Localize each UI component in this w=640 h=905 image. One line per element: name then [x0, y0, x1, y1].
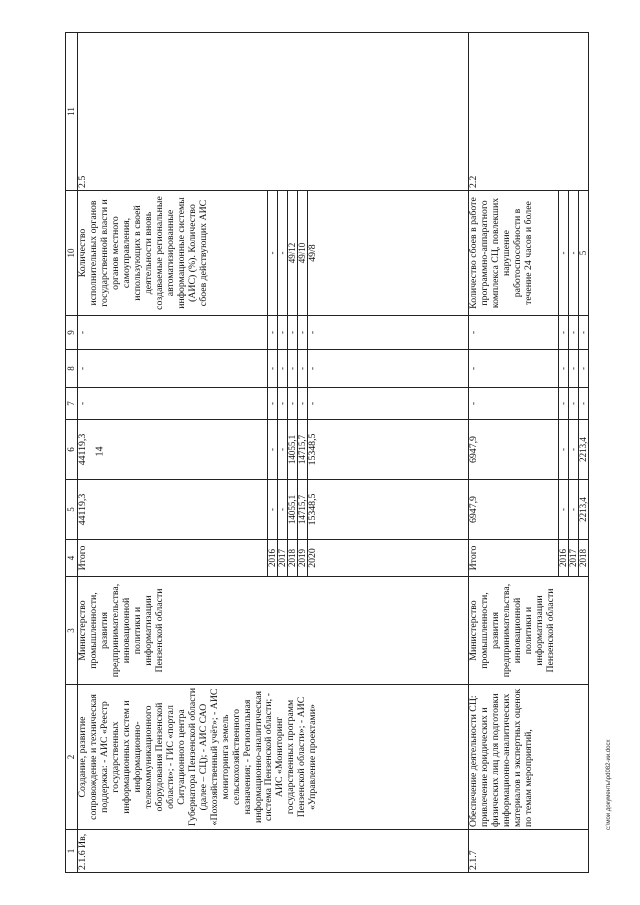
- indicator-cell: Количество исполнительных органов государственной власти и органов местного самоуправления, использующих в своей деятельности вновь создаваемые региональные автоматизированные информационные системы (АИС) (%). Количество сбоев действующих АИС: [78, 191, 268, 316]
- year-cell: 2017: [569, 540, 579, 577]
- value-cell: 6947,9: [469, 420, 559, 480]
- ref-cell: 2.5: [78, 33, 469, 191]
- item-number: 2.1.6 Ив,: [78, 830, 469, 873]
- value-cell: -: [559, 191, 569, 316]
- value-cell: -: [288, 350, 298, 388]
- header-cell: 4: [66, 540, 78, 577]
- value-cell: -: [569, 480, 579, 540]
- value-cell: -: [569, 388, 579, 420]
- value-cell: -: [268, 350, 278, 388]
- value-cell: -: [268, 316, 278, 350]
- header-cell: 5: [66, 480, 78, 540]
- item-executor: Министерство промышленности, развития предпринимательства, инновационной политики и информатизации Пензенской области: [78, 577, 469, 685]
- indicator-cell: Количество сбоев в работе программно-аппаратного комплекса СЦ, повлекших нарушение работоспособности в течение 24 часов и более: [469, 191, 559, 316]
- header-cell: 2: [66, 685, 78, 830]
- value-cell: -: [278, 191, 288, 316]
- value-cell: -: [559, 316, 569, 350]
- value-cell: 5: [579, 191, 589, 316]
- value-cell: -: [268, 388, 278, 420]
- value-cell: 44119,3: [78, 420, 268, 480]
- item-executor: Министерство промышленности, развития предпринимательства, инновационной политики и информатизации Пензенской области: [469, 577, 589, 685]
- value-cell: -: [278, 480, 288, 540]
- year-cell: 2018: [579, 540, 589, 577]
- value-cell: -: [298, 350, 308, 388]
- value-cell: 44119,3: [78, 480, 268, 540]
- value-cell: 14715,7: [298, 480, 308, 540]
- value-cell: 14055,1: [288, 480, 298, 540]
- file-path-footer: с:\мои документы\pd082-ии.docx: [606, 739, 612, 830]
- value-cell: -: [278, 316, 288, 350]
- value-cell: -: [78, 388, 268, 420]
- value-cell: -: [78, 316, 268, 350]
- year-cell: 2017: [278, 540, 288, 577]
- value-cell: -: [78, 350, 268, 388]
- value-cell: -: [559, 350, 569, 388]
- value-cell: -: [298, 388, 308, 420]
- value-cell: -: [569, 350, 579, 388]
- value-cell: 2213,4: [579, 480, 589, 540]
- value-cell: -: [308, 316, 469, 350]
- value-cell: 49/12: [288, 191, 298, 316]
- header-cell: 3: [66, 577, 78, 685]
- budget-table: [65, 32, 589, 873]
- page-number: 14: [94, 446, 106, 457]
- value-cell: 49/10: [298, 191, 308, 316]
- value-cell: -: [469, 316, 559, 350]
- item-description: Создание, развитие сопровождение и техническая поддержка: - АИС «Реестр государственных информационных систем и информационно-телекоммуникационного оборудования Пензенской области»; - ГИС «портал Ситуационного центра Губернатора Пензенской области (далее – СЦ); - АИС САО «Похозяйственный учёт»; - АИС мониторинга земель сельскохозяйственного назначения; - Региональная информационно-аналитическая система Пензенской области; - АИС «Мониторинг государственных программ Пензенской области»; - АИС «Управление проектами»: [78, 685, 469, 830]
- total-label: Итого: [469, 540, 559, 577]
- year-cell: 2018: [288, 540, 298, 577]
- value-cell: 49/8: [308, 191, 469, 316]
- value-cell: 14715,7: [298, 420, 308, 480]
- header-cell: 1: [66, 830, 78, 873]
- value-cell: 15348,5: [308, 480, 469, 540]
- year-cell: 2016: [268, 540, 278, 577]
- value-cell: -: [569, 420, 579, 480]
- table-row: [78, 33, 268, 873]
- value-cell: -: [469, 350, 559, 388]
- table-row: [469, 33, 559, 873]
- total-label: Итого: [78, 540, 268, 577]
- value-cell: -: [288, 316, 298, 350]
- value-cell: -: [469, 388, 559, 420]
- header-cell: 6: [66, 420, 78, 480]
- year-cell: 2016: [559, 540, 569, 577]
- value-cell: -: [268, 191, 278, 316]
- value-cell: -: [278, 388, 288, 420]
- header-cell: 11: [66, 33, 78, 191]
- table-container: [65, 33, 615, 873]
- value-cell: -: [268, 480, 278, 540]
- value-cell: 6947,9: [469, 480, 559, 540]
- value-cell: -: [559, 420, 569, 480]
- value-cell: -: [569, 316, 579, 350]
- year-cell: 2020: [308, 540, 469, 577]
- value-cell: -: [559, 480, 569, 540]
- year-cell: 2019: [298, 540, 308, 577]
- header-cell: 8: [66, 350, 78, 388]
- value-cell: 15348,5: [308, 420, 469, 480]
- header-cell: 7: [66, 388, 78, 420]
- value-cell: -: [579, 316, 589, 350]
- value-cell: -: [268, 420, 278, 480]
- value-cell: -: [278, 420, 288, 480]
- value-cell: -: [579, 388, 589, 420]
- value-cell: 14055,1: [288, 420, 298, 480]
- value-cell: -: [559, 388, 569, 420]
- item-number: 2.1.7: [469, 830, 589, 873]
- value-cell: -: [308, 350, 469, 388]
- item-description: Обеспечение деятельности СЦ: привлечение юридических и физических лиц для подготовки информационно-аналитических материалов и экспертных оценок по темам мероприятий,: [469, 685, 589, 830]
- header-cell: 9: [66, 316, 78, 350]
- header-row: [66, 33, 78, 873]
- value-cell: -: [298, 316, 308, 350]
- value-cell: -: [288, 388, 298, 420]
- value-cell: -: [308, 388, 469, 420]
- value-cell: -: [569, 191, 579, 316]
- value-cell: 2213,4: [579, 420, 589, 480]
- value-cell: -: [579, 350, 589, 388]
- value-cell: -: [278, 350, 288, 388]
- ref-cell: 2.2: [469, 33, 589, 191]
- header-cell: 10: [66, 191, 78, 316]
